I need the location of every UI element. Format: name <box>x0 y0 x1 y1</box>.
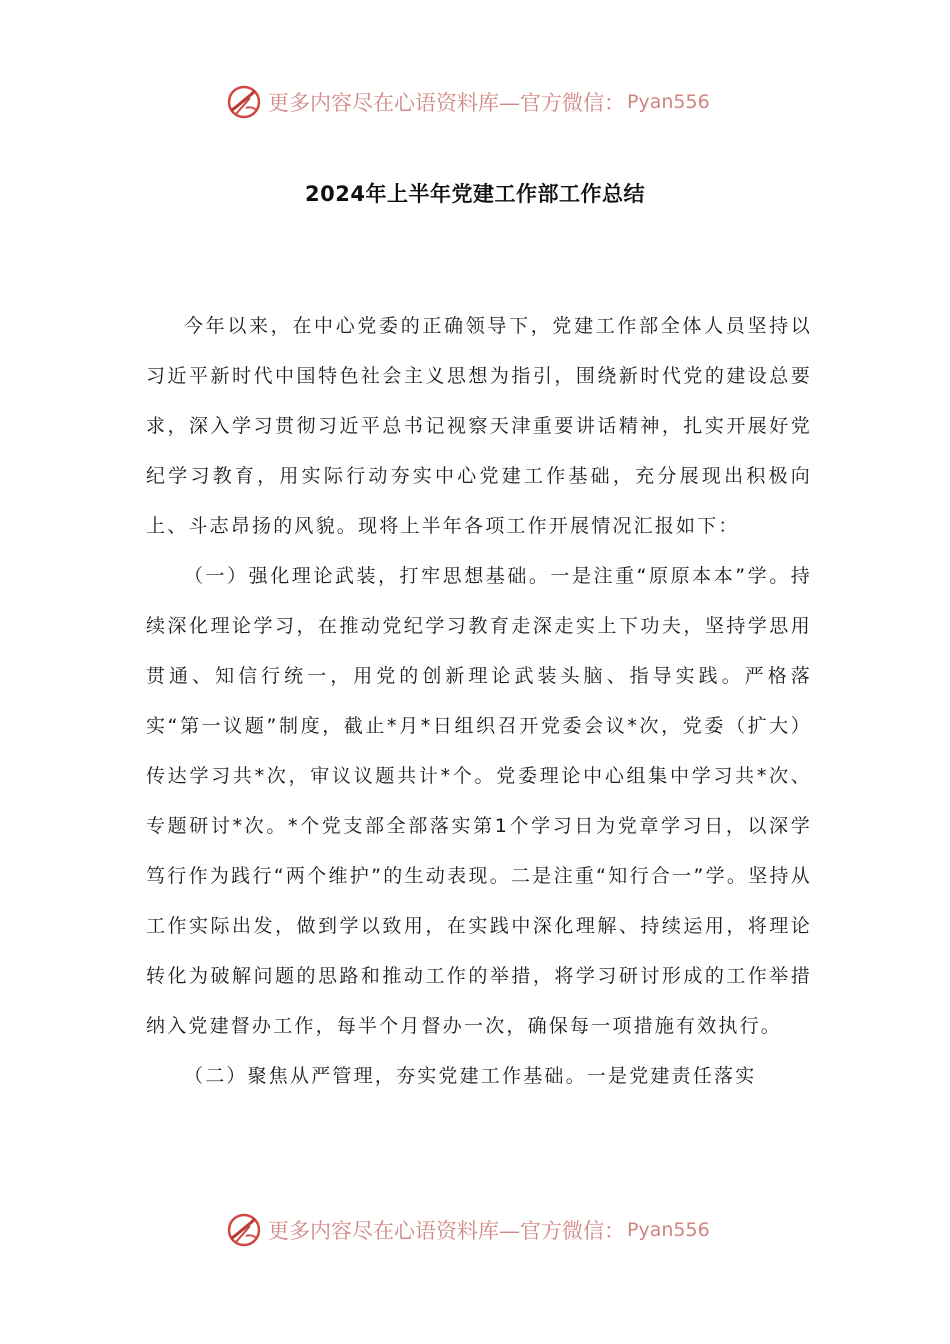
banner-text: 更多内容尽在心语资料库—官方微信： <box>268 1219 625 1243</box>
paragraph-section-2: （二）聚焦从严管理，夯实党建工作基础。一是党建责任落实 <box>184 1065 757 1087</box>
header-banner <box>226 82 710 122</box>
document-body <box>146 301 812 1101</box>
footer-banner <box>226 1210 710 1250</box>
paragraph-intro: 今年以来，在中心党委的正确领导下，党建工作部全体人员坚持以习近平新时代中国特色社会主义思想为指引，围绕新时代党的建设总要求，深入学习贯彻习近平总书记视察天津重要讲话精神，扎实开展好党纪学习教育，用实际行动夯实中心党建工作基础，充分展现出积极向上、斗志昂扬的风貌。现将上半年各项工作开展情况汇报如下： <box>146 315 812 537</box>
pen-circle-logo-icon <box>226 1212 262 1248</box>
pen-circle-logo-icon <box>226 84 262 120</box>
banner-text: 更多内容尽在心语资料库—官方微信： <box>268 91 625 115</box>
document-title: 2024年上半年党建工作部工作总结 <box>305 182 645 206</box>
banner-wechat-id: Pyan556 <box>627 1219 710 1241</box>
banner-wechat-id: Pyan556 <box>627 91 710 113</box>
paragraph-section-1: （一）强化理论武装，打牢思想基础。一是注重“原原本本”学。持续深化理论学习，在推动党纪学习教育走深走实上下功夫，坚持学思用贯通、知信行统一，用党的创新理论武装头脑、指导实践。严格落实“第一议题”制度，截止*月*日组织召开党委会议*次，党委（扩大）传达学习共*次，审议议题共计*个。党委理论中心组集中学习共*次、专题研讨*次。*个党支部全部落实第1个学习日为党章学习日，以深学笃行作为践行“两个维护”的生动表现。二是注重“知行合一”学。坚持从工作实际出发，做到学以致用，在实践中深化理解、持续运用，将理论转化为破解问题的思路和推动工作的举措，将学习研讨形成的工作举措纳入党建督办工作，每半个月督办一次，确保每一项措施有效执行。 <box>146 565 812 1037</box>
